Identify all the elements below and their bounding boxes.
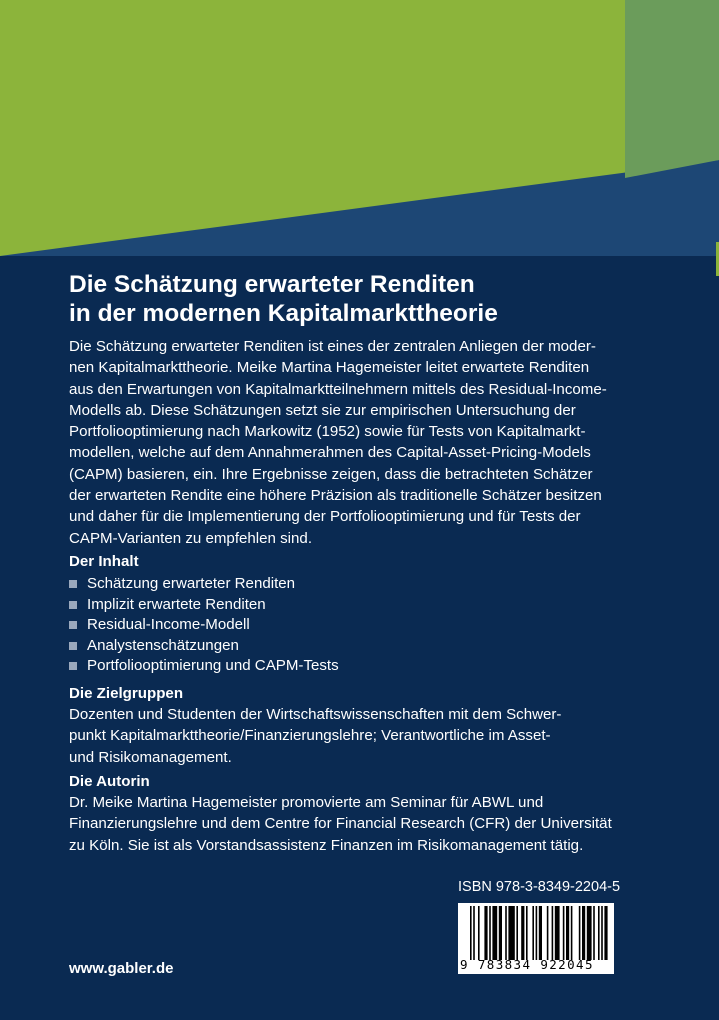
publisher-url[interactable]: www.gabler.de [69, 960, 174, 977]
barcode-bar [579, 906, 581, 960]
zielgruppen-line: Dozenten und Studenten der Wirtschaftswissenschaften mit dem Schwer- [69, 706, 562, 723]
autorin-heading: Die Autorin [69, 773, 150, 790]
barcode-bar [587, 906, 592, 960]
description-line: aus den Erwartungen von Kapitalmarktteilnehmern mittels des Residual-Income- [69, 380, 607, 398]
book-title [69, 270, 669, 328]
barcode-bar [552, 906, 554, 960]
description-line: Portfoliooptimierung nach Markowitz (1952) sowie für Tests von Kapitalmarkt- [69, 423, 586, 441]
barcode-bar [505, 906, 507, 960]
list-item [69, 636, 339, 657]
autorin-line: Finanzierungslehre und dem Centre for Financial Research (CFR) der Universität [69, 815, 612, 833]
title-line-1: Die Schätzung erwarteter Renditen [69, 271, 475, 298]
list-item-label: Portfoliooptimierung und CAPM-Tests [87, 657, 339, 675]
barcode-bar [492, 906, 497, 960]
list-item-label: Residual-Income-Modell [87, 616, 250, 634]
barcode-bar [547, 906, 549, 960]
zielgruppen-line: punkt Kapitalmarkttheorie/Finanzierungslehre; Verantwortliche im Asset- [69, 727, 551, 745]
description-line: CAPM-Varianten zu empfehlen sind. [69, 529, 313, 547]
barcode-bar [536, 906, 538, 960]
inhalt-heading: Der Inhalt [69, 553, 139, 570]
inhalt-list [69, 574, 339, 677]
list-item [69, 574, 339, 595]
barcode-bar [470, 906, 472, 960]
bullet-icon [69, 601, 77, 609]
barcode-bar [593, 906, 595, 960]
barcode-bar [484, 906, 487, 960]
list-item [69, 656, 339, 677]
barcode-bar [508, 906, 514, 960]
barcode-digits: 9 783834 922045 [460, 957, 594, 972]
barcode-bar [582, 906, 585, 960]
description-line: der erwarteten Rendite eine höhere Präzision als traditionelle Schätzer besitzen [69, 487, 602, 505]
autorin-paragraph [69, 792, 659, 856]
barcode-bar [604, 906, 607, 960]
barcode-bar [532, 906, 534, 960]
barcode-bar [473, 906, 475, 960]
description-paragraph [69, 336, 659, 549]
bullet-icon [69, 580, 77, 588]
barcode-bar [571, 906, 573, 960]
barcode-bar [563, 906, 565, 960]
list-item [69, 615, 339, 636]
barcode-bar [516, 906, 518, 960]
barcode-bar [555, 906, 560, 960]
barcode-bars [458, 906, 614, 962]
barcode-bar [478, 906, 480, 960]
description-line: Die Schätzung erwarteter Renditen ist eines der zentralen Anliegen der moder- [69, 338, 596, 355]
description-line: Modells ab. Diese Schätzungen setzt sie zur empirischen Untersuchung der [69, 401, 576, 419]
title-line-2: in der modernen Kapitalmarkttheorie [69, 300, 498, 327]
bullet-icon [69, 662, 77, 670]
barcode [458, 903, 614, 974]
zielgruppen-line: und Risikomanagement. [69, 748, 232, 766]
description-line: nen Kapitalmarkttheorie. Meike Martina Hagemeister leitet erwartete Renditen [69, 359, 590, 377]
barcode-bar [489, 906, 491, 960]
isbn-text: ISBN 978-3-8349-2204-5 [458, 879, 621, 895]
description-line: modellen, welche auf dem Annahmerahmen des Capital-Asset-Pricing-Models [69, 444, 591, 462]
list-item-label: Analystenschätzungen [87, 636, 239, 654]
list-item-label: Schätzung erwarteter Renditen [87, 575, 296, 592]
zielgruppen-paragraph [69, 704, 659, 768]
barcode-bar [526, 906, 528, 960]
description-line: (CAPM) basieren, ein. Ihre Ergebnisse zeigen, dass die betrachteten Schätzer [69, 465, 593, 483]
barcode-bar [601, 906, 603, 960]
barcode-bar [539, 906, 542, 960]
list-item-label: Implizit erwartete Renditen [87, 595, 266, 613]
barcode-bar [566, 906, 569, 960]
bullet-icon [69, 621, 77, 629]
barcode-bar [499, 906, 502, 960]
autorin-line: zu Köln. Sie ist als Vorstandsassistenz Finanzen im Risikomanagement tätig. [69, 836, 584, 854]
barcode-bar [598, 906, 600, 960]
list-item [69, 595, 339, 616]
autorin-line: Dr. Meike Martina Hagemeister promovierte am Seminar für ABWL und [69, 794, 544, 811]
description-line: und daher für die Implementierung der Portfoliooptimierung und für Tests der [69, 508, 581, 526]
bullet-icon [69, 642, 77, 650]
barcode-bar [521, 906, 524, 960]
zielgruppen-heading: Die Zielgruppen [69, 685, 184, 702]
